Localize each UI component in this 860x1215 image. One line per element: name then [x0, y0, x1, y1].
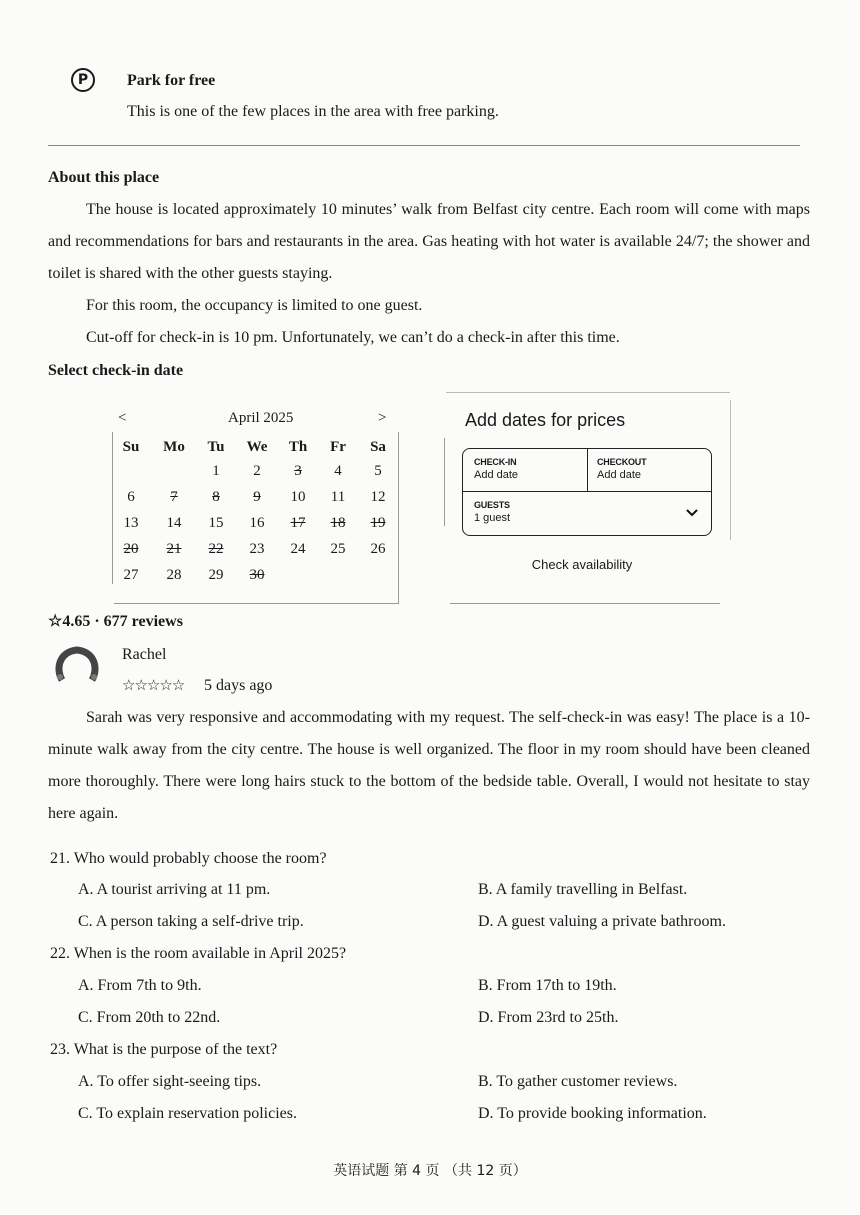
- chevron-down-icon[interactable]: [686, 509, 698, 517]
- review-text: Sarah was very responsive and accommodating with my request. The self-check-in was easy! The place is a 10-minute walk away from the city centre. The house is well organized. The floor in my room should have been cleaned more thoroughly. There were long hairs stuck to the bottom of the bedside table. Overall, I would not hesitate to stay here again.: [48, 709, 810, 822]
- calendar-day[interactable]: 24: [290, 541, 306, 557]
- reviewer-name: Rachel: [122, 646, 167, 663]
- calendar-day[interactable]: 27: [123, 567, 139, 583]
- guests-field[interactable]: [463, 492, 711, 535]
- about-paragraph-2: For this room, the occupancy is limited to one guest.: [86, 297, 423, 314]
- review-time: 5 days ago: [204, 677, 273, 694]
- checkin-label: CHECK-IN: [474, 457, 517, 467]
- calendar-day[interactable]: 5: [374, 463, 382, 479]
- calendar-day[interactable]: 16: [249, 515, 265, 531]
- about-paragraph-1: The house is located approximately 10 minutes’ walk from Belfast city centre. Each room will come with maps and recommendations for bars and restaurants in the area. Gas heating with hot water is available 24/7; the shower and toilet is shared with the other guests staying.: [48, 201, 810, 282]
- calendar-day[interactable]: 10: [290, 489, 306, 505]
- calendar-day-unavailable: 8: [212, 489, 220, 505]
- calendar-weekday: Th: [288, 439, 308, 455]
- calendar-day[interactable]: 11: [330, 489, 346, 505]
- checkout-value: Add date: [597, 469, 642, 481]
- calendar-frame-bottom: [114, 603, 399, 604]
- booking-title: Add dates for prices: [465, 410, 626, 430]
- calendar-frame-left: [112, 432, 113, 584]
- calendar-frame-right: [398, 432, 399, 604]
- calendar-day[interactable]: 4: [334, 463, 342, 479]
- calendar-day-unavailable: 22: [208, 541, 224, 557]
- park-title: Park for free: [127, 72, 216, 89]
- about-paragraph-3: Cut-off for check-in is 10 pm. Unfortunately, we can’t do a check-in after this time.: [86, 329, 620, 346]
- calendar-day-unavailable: 9: [253, 489, 261, 505]
- q21-option-c: C. A person taking a self-drive trip.: [78, 913, 304, 930]
- calendar-day[interactable]: 15: [208, 515, 224, 531]
- page-footer: 英语试题 第 4 页 （共 12 页）: [333, 1163, 527, 1179]
- checkout-label: CHECKOUT: [597, 457, 647, 467]
- parking-icon: P: [71, 68, 95, 92]
- checkin-value: Add date: [474, 469, 519, 481]
- calendar-day[interactable]: 12: [370, 489, 386, 505]
- calendar-day-unavailable: 7: [170, 489, 178, 505]
- calendar-month: April 2025: [228, 410, 294, 426]
- calendar-day-unavailable: 3: [294, 463, 302, 479]
- calendar-weekday: Mo: [163, 439, 185, 455]
- calendar-day[interactable]: 1: [212, 463, 220, 479]
- calendar-day[interactable]: 28: [166, 567, 182, 583]
- calendar-day[interactable]: 13: [123, 515, 139, 531]
- calendar-day[interactable]: 26: [370, 541, 386, 557]
- calendar-day[interactable]: 23: [249, 541, 265, 557]
- calendar-weekday: Sa: [370, 439, 386, 455]
- question-23: 23. What is the purpose of the text?: [50, 1041, 278, 1058]
- booking-frame-top: [446, 392, 730, 393]
- checkin-field[interactable]: [463, 449, 587, 491]
- review-stars: ☆☆☆☆☆: [122, 676, 185, 694]
- calendar-next-button[interactable]: >: [378, 410, 387, 426]
- guests-label: GUESTS: [474, 500, 510, 510]
- park-text: This is one of the few places in the area with free parking.: [127, 103, 499, 120]
- question-21: 21. Who would probably choose the room?: [50, 850, 327, 867]
- calendar-day[interactable]: 6: [127, 489, 135, 505]
- booking-frame-right: [730, 400, 731, 540]
- calendar-day[interactable]: 29: [208, 567, 224, 583]
- q23-option-d: D. To provide booking information.: [478, 1105, 707, 1122]
- q21-option-b: B. A family travelling in Belfast.: [478, 881, 688, 898]
- q22-option-d: D. From 23rd to 25th.: [478, 1009, 619, 1026]
- calendar-day-unavailable: 30: [249, 567, 265, 583]
- q23-option-b: B. To gather customer reviews.: [478, 1073, 678, 1090]
- calendar-day-unavailable: 17: [290, 515, 306, 531]
- q22-option-b: B. From 17th to 19th.: [478, 977, 617, 994]
- calendar-day[interactable]: 2: [253, 463, 261, 479]
- divider: [48, 145, 800, 146]
- booking-frame-left: [444, 438, 445, 526]
- calendar-day[interactable]: 25: [330, 541, 346, 557]
- checkout-field[interactable]: [588, 449, 711, 491]
- avatar: [54, 646, 100, 684]
- guests-value: 1 guest: [474, 512, 511, 524]
- q21-option-a: A. A tourist arriving at 11 pm.: [78, 881, 271, 898]
- calendar-weekday: Su: [122, 439, 140, 455]
- calendar-weekday: We: [246, 439, 268, 455]
- calendar-day[interactable]: 14: [166, 515, 182, 531]
- q21-option-d: D. A guest valuing a private bathroom.: [478, 913, 726, 930]
- q23-option-a: A. To offer sight-seeing tips.: [78, 1073, 262, 1090]
- calendar-day-unavailable: 18: [330, 515, 346, 531]
- calendar-day-unavailable: 21: [166, 541, 182, 557]
- q22-option-c: C. From 20th to 22nd.: [78, 1009, 221, 1026]
- booking-frame-bottom: [450, 603, 720, 604]
- question-22: 22. When is the room available in April 2025?: [50, 945, 347, 962]
- review-summary: ☆4.65 · 677 reviews: [48, 613, 183, 630]
- q22-option-a: A. From 7th to 9th.: [78, 977, 202, 994]
- calendar-day-unavailable: 19: [370, 515, 386, 531]
- calendar-day-unavailable: 20: [123, 541, 139, 557]
- about-heading: About this place: [48, 169, 160, 186]
- calendar-weekday: Tu: [207, 439, 225, 455]
- q23-option-c: C. To explain reservation policies.: [78, 1105, 297, 1122]
- calendar-weekday: Fr: [330, 439, 346, 455]
- check-availability-button[interactable]: Check availability: [531, 557, 633, 572]
- select-date-heading: Select check-in date: [48, 362, 184, 379]
- calendar-prev-button[interactable]: <: [118, 410, 127, 426]
